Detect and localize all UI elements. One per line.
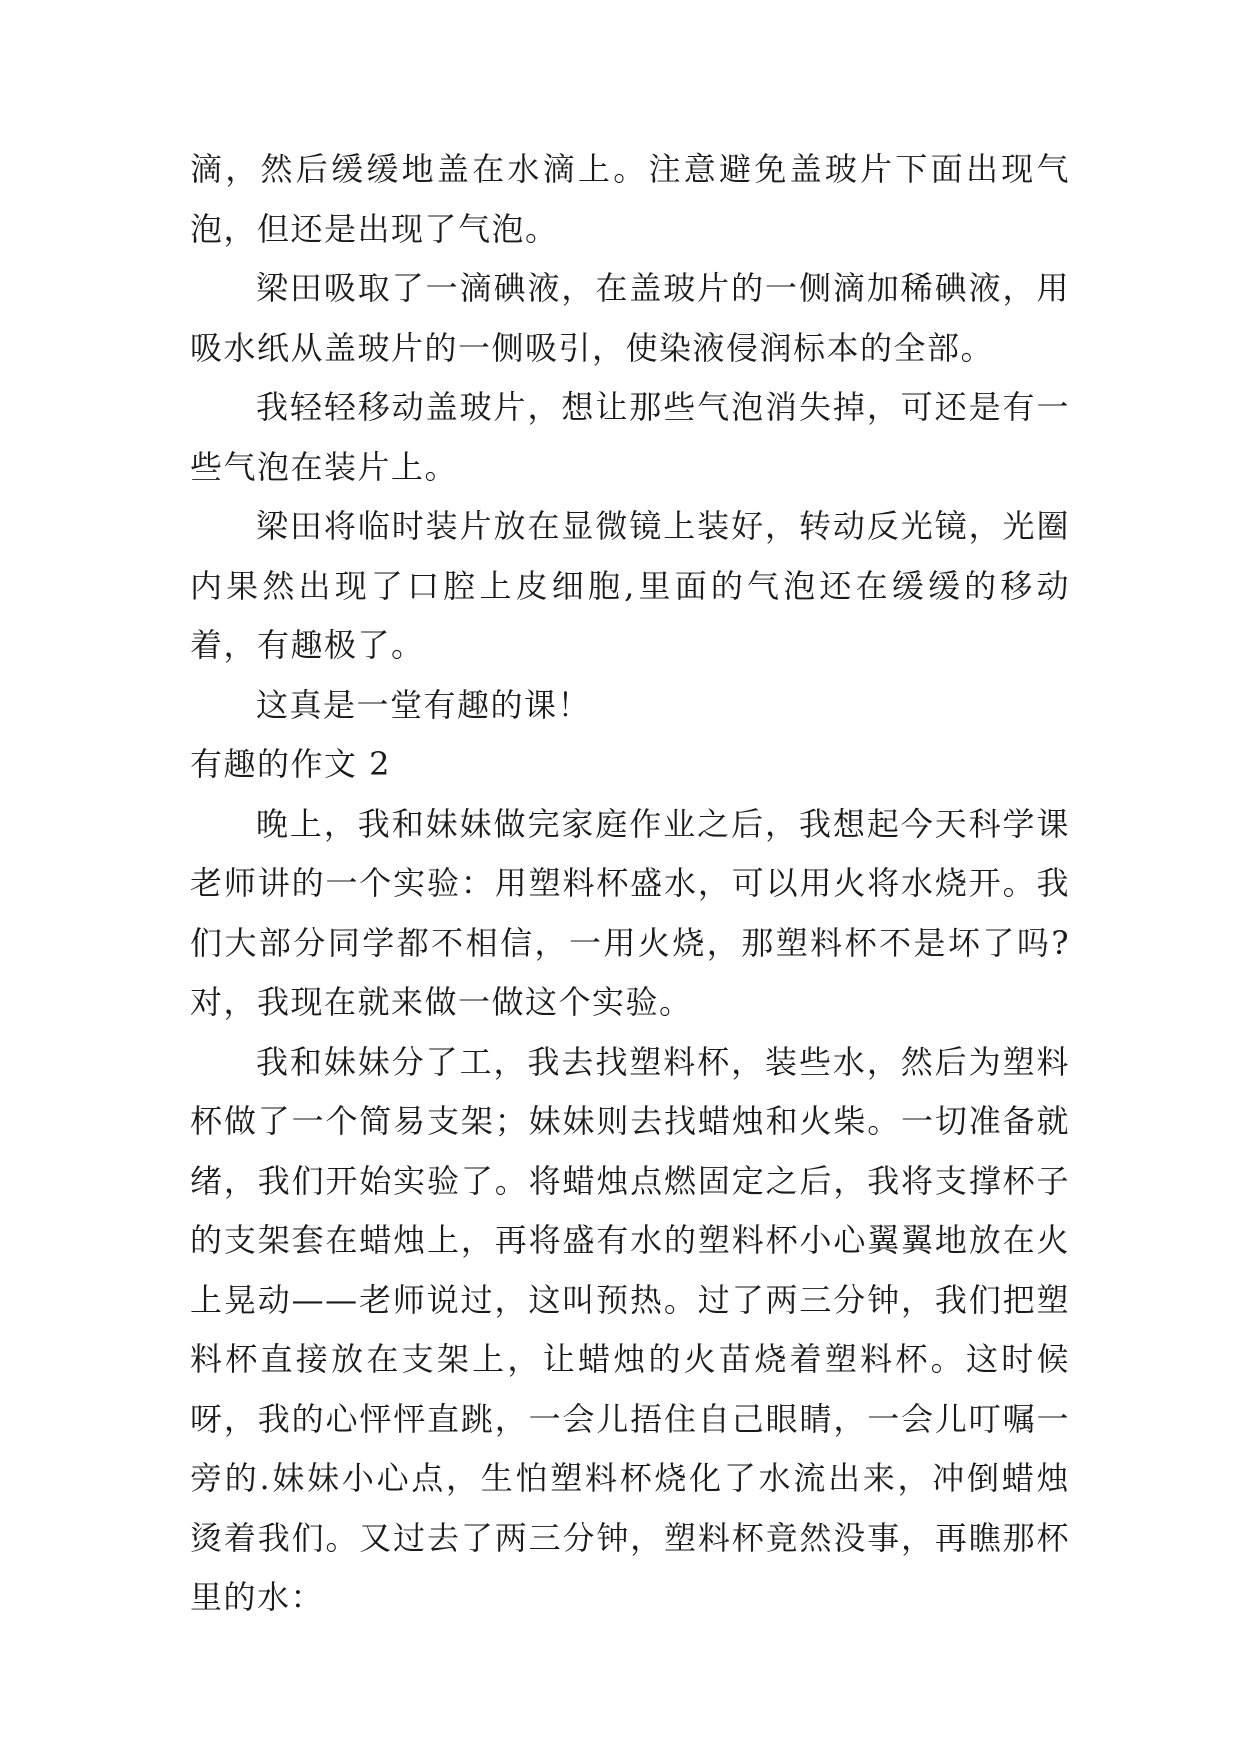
paragraph-4: 梁田将临时装片放在显微镜上装好，转动反光镜，光圈内果然出现了口腔上皮细胞,里面的气泡还在缓缓的移动着，有趣极了。	[190, 507, 1070, 664]
paragraph-6: 晚上，我和妹妹做完家庭作业之后，我想起今天科学课老师讲的一个实验：用塑料杯盛水，可以用火将水烧开。我们大部分同学都不相信，一用火烧，那塑料杯不是坏了吗?对，我现在就来做一做这个实验。	[190, 804, 1070, 1021]
paragraph-3: 我轻轻移动盖玻片，想让那些气泡消失掉，可还是有一些气泡在装片上。	[190, 388, 1070, 486]
paragraph-2: 梁田吸取了一滴碘液，在盖玻片的一侧滴加稀碘液，用吸水纸从盖玻片的一侧吸引，使染液侵润标本的全部。	[190, 269, 1070, 367]
document-body	[190, 140, 1070, 1628]
section-heading: 有趣的作文 2	[190, 745, 392, 783]
paragraph-1: 滴，然后缓缓地盖在水滴上。注意避免盖玻片下面出现气泡，但还是出现了气泡。	[190, 150, 1070, 248]
paragraph-7: 我和妹妹分了工，我去找塑料杯，装些水，然后为塑料杯做了一个简易支架；妹妹则去找蜡烛和火柴。一切准备就绪，我们开始实验了。将蜡烛点燃固定之后，我将支撑杯子的支架套在蜡烛上，再将盛有水的塑料杯小心翼翼地放在火上晃动——老师说过，这叫预热。过了两三分钟，我们把塑料杯直接放在支架上，让蜡烛的火苗烧着塑料杯。这时候呀，我的心怦怦直跳，一会儿捂住自己眼睛，一会儿叮嘱一旁的.妹妹小心点，生怕塑料杯烧化了水流出来，冲倒蜡烛烫着我们。又过去了两三分钟，塑料杯竟然没事，再瞧那杯里的水：	[190, 1042, 1070, 1616]
paragraph-5: 这真是一堂有趣的课！	[256, 685, 592, 724]
